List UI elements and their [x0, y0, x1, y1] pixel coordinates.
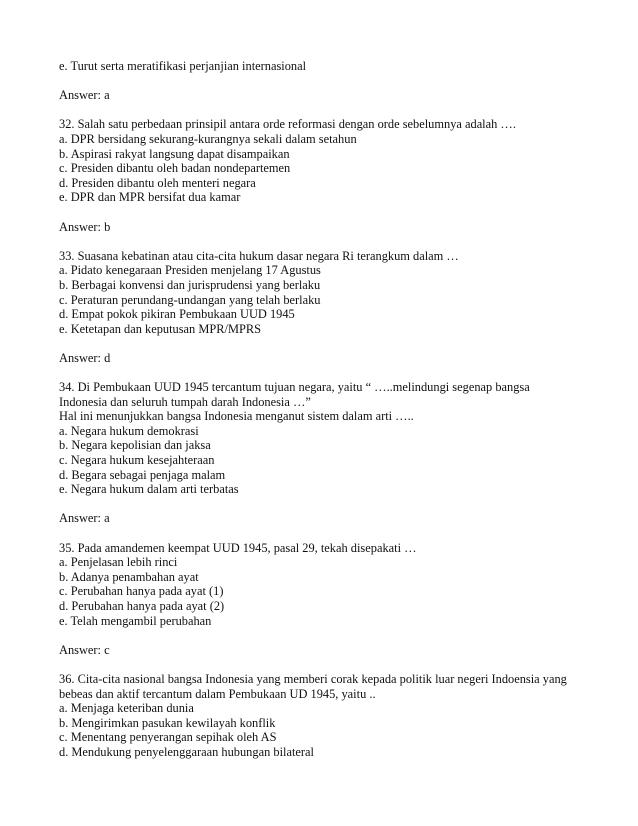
option-line: b. Adanya penambahan ayat: [59, 569, 199, 584]
question-text: Hal ini menunjukkan bangsa Indonesia menganut sistem dalam arti …..: [59, 409, 414, 424]
option-line: b. Mengirimkan pasukan kewilayah konflik: [59, 715, 276, 730]
answer-line: Answer: d: [59, 350, 111, 365]
option-line: d. Perubahan hanya pada ayat (2): [59, 598, 225, 613]
paragraph-gap: [59, 74, 599, 89]
option-line: c. Menentang penyerangan sepihak oleh AS: [59, 730, 277, 745]
option-line: d. Empat pokok pikiran Pembukaan UUD 1945: [59, 307, 295, 322]
question-text: Indonesia dan seluruh tumpah darah Indonesia …”: [59, 394, 311, 409]
paragraph-gap: [59, 365, 599, 380]
paragraph-gap: [59, 103, 599, 118]
question-text: 34. Di Pembukaan UUD 1945 tercantum tujuan negara, yaitu “ …..melindungi segenap bangsa: [59, 380, 530, 395]
option-line: c. Negara hukum kesejahteraan: [59, 453, 215, 468]
paragraph-gap: [59, 234, 599, 249]
option-line: a. Pidato kenegaraan Presiden menjelang 17 Agustus: [59, 263, 321, 278]
question-text: 36. Cita-cita nasional bangsa Indonesia yang memberi corak kepada politik luar negeri Indoensia yang: [59, 671, 567, 686]
option-line: a. Negara hukum demokrasi: [59, 423, 199, 438]
answer-line: Answer: a: [59, 511, 110, 526]
question-text: 32. Salah satu perbedaan prinsipil antara orde reformasi dengan orde sebelumnya adalah ….: [59, 117, 516, 132]
option-line: b. Berbagai konvensi dan jurisprudensi yang berlaku: [59, 277, 321, 292]
option-line: c. Presiden dibantu oleh badan nondepartemen: [59, 161, 291, 176]
question-text: 35. Pada amandemen keempat UUD 1945, pasal 29, tekah disepakati …: [59, 540, 417, 555]
answer-line: Answer: a: [59, 88, 110, 103]
option-line: d. Presiden dibantu oleh menteri negara: [59, 175, 256, 190]
option-line: e. Telah mengambil perubahan: [59, 613, 212, 628]
question-text: 33. Suasana kebatinan atau cita-cita hukum dasar negara Ri terangkum dalam …: [59, 248, 459, 263]
option-line: e. Ketetapan dan keputusan MPR/MPRS: [59, 321, 262, 336]
option-line: b. Negara kepolisian dan jaksa: [59, 438, 211, 453]
option-line: a. DPR bersidang sekurang-kurangnya sekali dalam setahun: [59, 131, 357, 146]
option-line: a. Menjaga keteriban dunia: [59, 701, 194, 716]
paragraph-gap: [59, 657, 599, 672]
option-line: d. Mendukung penyelenggaraan hubungan bilateral: [59, 744, 314, 759]
option-line: a. Penjelasan lebih rinci: [59, 555, 178, 570]
option-line: e. Negara hukum dalam arti terbatas: [59, 482, 239, 497]
document-page: [59, 59, 599, 760]
option-line: c. Perubahan hanya pada ayat (1): [59, 584, 224, 599]
answer-line: Answer: b: [59, 219, 111, 234]
option-line: d. Begara sebagai penjaga malam: [59, 467, 226, 482]
option-line: b. Aspirasi rakyat langsung dapat disampaikan: [59, 146, 290, 161]
question-text: bebeas dan aktif tercantum dalam Pembukaan UD 1945, yaitu ..: [59, 686, 376, 701]
paragraph-gap: [59, 497, 599, 512]
paragraph-gap: [59, 205, 599, 220]
option-line: c. Peraturan perundang-undangan yang telah berlaku: [59, 292, 321, 307]
answer-line: Answer: c: [59, 642, 110, 657]
paragraph-gap: [59, 526, 599, 541]
option-line: e. DPR dan MPR bersifat dua kamar: [59, 190, 241, 205]
option-line: e. Turut serta meratifikasi perjanjian internasional: [59, 59, 307, 73]
paragraph-gap: [59, 628, 599, 643]
paragraph-gap: [59, 336, 599, 351]
